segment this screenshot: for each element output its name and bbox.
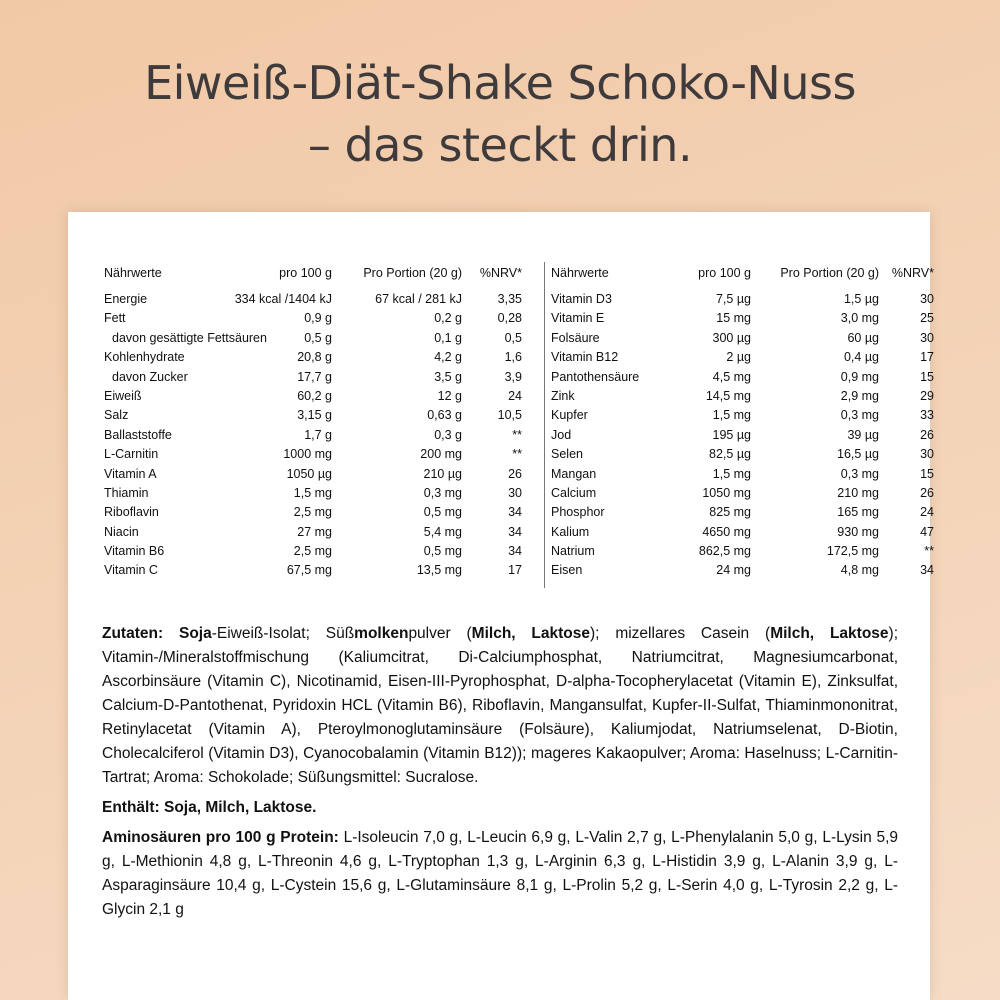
row-per-portion: 0,5 mg bbox=[423, 505, 462, 520]
amino-acids-paragraph bbox=[102, 826, 898, 922]
row-per-100g: 334 kcal /1404 kJ bbox=[234, 292, 332, 306]
row-per-portion: 16,5 µg bbox=[837, 447, 879, 462]
row-per-portion: 39 µg bbox=[847, 427, 879, 442]
row-per-100g: 300 µg bbox=[712, 330, 751, 345]
row-per-portion: 13,5 mg bbox=[416, 563, 462, 578]
row-label: davon Zucker bbox=[112, 369, 188, 384]
nutrition-table-left bbox=[102, 258, 522, 598]
row-label: Vitamin B6 bbox=[104, 544, 165, 559]
row-per-100g: 7,5 µg bbox=[715, 292, 751, 306]
info-card bbox=[68, 212, 934, 1000]
row-nrv: 3,35 bbox=[497, 292, 522, 306]
row-per-portion: 0,5 mg bbox=[423, 544, 462, 559]
page-title bbox=[0, 52, 1000, 176]
row-nrv: 15 bbox=[920, 369, 934, 384]
row-per-100g: 17,7 g bbox=[297, 369, 332, 384]
table-row bbox=[549, 465, 969, 484]
row-label: Vitamin E bbox=[551, 311, 605, 326]
row-nrv: 34 bbox=[508, 544, 522, 559]
row-per-100g: 3,15 g bbox=[297, 408, 332, 423]
row-nrv: 17 bbox=[508, 563, 522, 578]
row-label: Riboflavin bbox=[104, 505, 159, 520]
row-per-portion: 0,4 µg bbox=[843, 350, 879, 365]
row-label: Energie bbox=[104, 292, 148, 306]
contains-line bbox=[102, 796, 898, 820]
row-per-portion: 200 mg bbox=[420, 447, 462, 462]
table-row bbox=[549, 387, 969, 406]
row-nrv: 30 bbox=[920, 292, 934, 306]
table-row bbox=[102, 329, 522, 348]
row-label: Mangan bbox=[551, 466, 597, 481]
row-nrv: 24 bbox=[920, 505, 934, 520]
table-row bbox=[549, 484, 969, 503]
row-nrv: 10,5 bbox=[497, 408, 522, 423]
row-per-portion: 0,3 mg bbox=[840, 408, 879, 423]
row-per-portion: 0,3 g bbox=[434, 427, 462, 442]
table-row bbox=[102, 309, 522, 328]
row-per-portion: 930 mg bbox=[837, 524, 879, 539]
row-label: Kohlenhydrate bbox=[104, 350, 185, 365]
row-per-portion: 1,5 µg bbox=[843, 292, 879, 306]
row-per-100g: 1050 mg bbox=[702, 485, 751, 500]
table-row bbox=[549, 290, 969, 309]
table-row bbox=[549, 561, 969, 580]
row-nrv: 15 bbox=[920, 466, 934, 481]
allergen-soja: Soja bbox=[178, 625, 212, 642]
header-nrv: %NRV* bbox=[891, 266, 934, 280]
table-row bbox=[549, 542, 969, 561]
row-per-100g: 2 µg bbox=[726, 350, 751, 365]
nutrition-table-right bbox=[544, 262, 969, 588]
row-per-portion: 165 mg bbox=[837, 505, 879, 520]
row-nrv: 34 bbox=[508, 505, 522, 520]
row-per-100g: 14,5 mg bbox=[705, 388, 751, 403]
row-per-100g: 2,5 mg bbox=[293, 505, 332, 520]
table-row bbox=[102, 465, 522, 484]
row-nrv: 3,9 bbox=[504, 369, 522, 384]
ingredients-text-4: ); Vitamin-/Mineralstoffmischung (Kaliumcitrat, Di-Calciumphosphat, Natriumcitrat, Magnesiumcarbonat, Ascorbinsäure (Vitamin C), Nicotinamid, Eisen-III-Pyrophosphat, D-alpha-Tocopherylacetat (Vitamin E), Zinksulfat, Calcium-D-Pantothenat, Pyridoxin HCL (Vitamin B6), Riboflavin, Mangansulfat, Kupfer-II-Sulfat, Thiaminmononitrat, Retinylacetat (Vitamin A), Pteroylmonoglutaminsäure (Folsäure), Kaliumjodat, Natriumselenat, D-Biotin, Cholecalciferol (Vitamin D3), Cyanocobalamin (Vitamin B12)); mageres Kakaopulver; Aroma: Haselnuss; L-Carnitin-Tartrat; Aroma: Schokolade; Süßungsmittel: Sucralose. bbox=[102, 625, 898, 786]
row-per-100g: 1000 mg bbox=[283, 447, 332, 462]
header-per-100g: pro 100 g bbox=[698, 266, 751, 280]
row-per-100g: 2,5 mg bbox=[293, 544, 332, 559]
row-per-portion: 210 µg bbox=[423, 466, 462, 481]
table-row bbox=[549, 309, 969, 328]
row-label: Niacin bbox=[104, 524, 139, 539]
ingredients-text-2: pulver ( bbox=[408, 625, 472, 642]
row-per-100g: 1050 µg bbox=[286, 466, 332, 481]
table-header bbox=[549, 258, 969, 290]
row-per-portion: 3,5 g bbox=[434, 369, 462, 384]
row-per-100g: 0,5 g bbox=[304, 330, 332, 345]
row-per-100g: 1,7 g bbox=[304, 427, 332, 442]
row-label: Selen bbox=[551, 447, 583, 462]
table-row bbox=[102, 348, 522, 367]
row-per-100g: 60,2 g bbox=[297, 388, 332, 403]
row-nrv: 24 bbox=[508, 388, 522, 403]
table-row bbox=[549, 503, 969, 522]
row-label: Ballaststoffe bbox=[104, 427, 172, 442]
ingredients-label: Zutaten: bbox=[102, 625, 164, 642]
row-label: Vitamin A bbox=[104, 466, 157, 481]
ingredients-paragraph bbox=[102, 622, 898, 790]
table-row bbox=[549, 426, 969, 445]
allergen-milch-laktose-2: Milch, Laktose bbox=[770, 625, 889, 642]
row-per-portion: 0,1 g bbox=[434, 330, 462, 345]
amino-text: L-Isoleucin 7,0 g, L-Leucin 6,9 g, L-Valin 2,7 g, L-Phenylalanin 5,0 g, L-Lysin 5,9 g, L-Methionin 4,8 g, L-Threonin 4,6 g, L-Tryptophan 1,3 g, L-Arginin 6,3 g, L-Histidin 3,9 g, L-Alanin 3,9 g, L-Asparaginsäure 10,4 g, L-Cystein 15,6 g, L-Glutaminsäure 8,1 g, L-Prolin 5,2 g, L-Serin 4,0 g, L-Tyrosin 2,2 g, L-Glycin 2,1 g bbox=[102, 829, 898, 918]
row-per-portion: 67 kcal / 281 kJ bbox=[375, 292, 462, 306]
row-per-100g: 4650 mg bbox=[702, 524, 751, 539]
row-label: Jod bbox=[551, 427, 572, 442]
row-per-100g: 15 mg bbox=[716, 311, 751, 326]
row-nrv: 1,6 bbox=[504, 350, 522, 365]
row-per-100g: 862,5 mg bbox=[698, 544, 751, 559]
row-nrv: 25 bbox=[920, 311, 934, 326]
row-per-100g: 195 µg bbox=[712, 427, 751, 442]
row-label: Vitamin D3 bbox=[551, 292, 612, 306]
table-row bbox=[549, 523, 969, 542]
row-per-portion: 172,5 mg bbox=[826, 544, 879, 559]
row-per-portion: 0,2 g bbox=[434, 311, 462, 326]
table-row bbox=[549, 406, 969, 425]
title-line-1: Eiweiß-Diät-Shake Schoko-Nuss bbox=[144, 56, 856, 110]
row-per-portion: 3,0 mg bbox=[840, 311, 879, 326]
row-label: L-Carnitin bbox=[104, 447, 159, 462]
table-row bbox=[102, 542, 522, 561]
row-per-100g: 4,5 mg bbox=[712, 369, 751, 384]
row-nrv: 34 bbox=[508, 524, 522, 539]
title-line-2: – das steckt drin. bbox=[307, 118, 693, 172]
row-per-100g: 825 mg bbox=[709, 505, 751, 520]
table-row bbox=[102, 523, 522, 542]
row-per-portion: 60 µg bbox=[847, 330, 879, 345]
table-row bbox=[549, 445, 969, 464]
row-label: Fett bbox=[104, 311, 126, 326]
row-label: Vitamin B12 bbox=[551, 350, 619, 365]
row-per-portion: 0,63 g bbox=[427, 408, 462, 423]
row-label: Vitamin C bbox=[104, 563, 158, 578]
row-nrv: ** bbox=[512, 427, 522, 442]
header-nrv: %NRV* bbox=[479, 266, 522, 280]
table-row bbox=[102, 484, 522, 503]
row-label: Phosphor bbox=[551, 505, 605, 520]
row-label: Salz bbox=[104, 408, 129, 423]
row-label: davon gesättigte Fettsäuren bbox=[112, 330, 267, 345]
row-per-100g: 24 mg bbox=[716, 563, 751, 578]
header-per-100g: pro 100 g bbox=[279, 266, 332, 280]
row-label: Calcium bbox=[551, 485, 597, 500]
row-nrv: 33 bbox=[920, 408, 934, 423]
row-label: Folsäure bbox=[551, 330, 600, 345]
row-label: Natrium bbox=[551, 544, 595, 559]
table-row bbox=[102, 406, 522, 425]
row-nrv: 26 bbox=[508, 466, 522, 481]
row-per-portion: 4,8 mg bbox=[840, 563, 879, 578]
row-per-100g: 0,9 g bbox=[304, 311, 332, 326]
row-nrv: 30 bbox=[920, 447, 934, 462]
table-row bbox=[549, 329, 969, 348]
table-header bbox=[102, 258, 522, 290]
header-nutrients: Nährwerte bbox=[104, 266, 162, 280]
row-nrv: 30 bbox=[508, 485, 522, 500]
row-nrv: 34 bbox=[920, 563, 934, 578]
row-per-100g: 27 mg bbox=[297, 524, 332, 539]
row-per-100g: 1,5 mg bbox=[712, 466, 751, 481]
row-nrv: 26 bbox=[920, 485, 934, 500]
row-nrv: 29 bbox=[920, 388, 934, 403]
row-nrv: ** bbox=[512, 447, 522, 462]
row-label: Thiamin bbox=[104, 485, 149, 500]
row-nrv: 26 bbox=[920, 427, 934, 442]
amino-label: Aminosäuren pro 100 g Protein: bbox=[102, 829, 339, 846]
table-row bbox=[102, 561, 522, 580]
row-label: Zink bbox=[551, 388, 575, 403]
row-per-portion: 12 g bbox=[437, 388, 462, 403]
row-per-portion: 0,3 mg bbox=[423, 485, 462, 500]
table-row bbox=[102, 368, 522, 387]
row-per-100g: 67,5 mg bbox=[286, 563, 332, 578]
row-label: Kupfer bbox=[551, 408, 588, 423]
row-label: Eisen bbox=[551, 563, 583, 578]
header-per-portion: Pro Portion (20 g) bbox=[363, 266, 462, 280]
row-label: Kalium bbox=[551, 524, 590, 539]
header-nutrients: Nährwerte bbox=[551, 266, 609, 280]
row-nrv: ** bbox=[924, 544, 934, 559]
table-row bbox=[549, 348, 969, 367]
row-label: Pantothensäure bbox=[551, 369, 640, 384]
allergen-molken: molken bbox=[354, 625, 409, 642]
contains-text: Enthält: Soja, Milch, Laktose. bbox=[102, 799, 317, 816]
table-row bbox=[102, 445, 522, 464]
row-nrv: 17 bbox=[920, 350, 934, 365]
allergen-milch-laktose-1: Milch, Laktose bbox=[471, 625, 591, 642]
row-per-portion: 210 mg bbox=[837, 485, 879, 500]
table-row bbox=[102, 387, 522, 406]
row-nrv: 30 bbox=[920, 330, 934, 345]
row-nrv: 0,28 bbox=[497, 311, 522, 326]
row-per-portion: 0,9 mg bbox=[840, 369, 879, 384]
row-per-portion: 2,9 mg bbox=[840, 388, 879, 403]
table-row bbox=[549, 368, 969, 387]
row-per-100g: 20,8 g bbox=[297, 350, 332, 365]
ingredients-text-1: -Eiweiß-Isolat; Süß bbox=[211, 625, 355, 642]
row-per-100g: 1,5 mg bbox=[293, 485, 332, 500]
row-label: Eiweiß bbox=[104, 388, 142, 403]
table-row bbox=[102, 290, 522, 309]
row-per-100g: 1,5 mg bbox=[712, 408, 751, 423]
row-per-portion: 0,3 mg bbox=[840, 466, 879, 481]
ingredients-text-3: ); mizellares Casein ( bbox=[590, 625, 771, 642]
row-nrv: 0,5 bbox=[504, 330, 522, 345]
row-per-100g: 82,5 µg bbox=[709, 447, 751, 462]
row-per-portion: 4,2 g bbox=[434, 350, 462, 365]
table-row bbox=[102, 426, 522, 445]
row-per-portion: 5,4 mg bbox=[423, 524, 462, 539]
row-nrv: 47 bbox=[920, 524, 934, 539]
table-row bbox=[102, 503, 522, 522]
header-per-portion: Pro Portion (20 g) bbox=[780, 266, 879, 280]
